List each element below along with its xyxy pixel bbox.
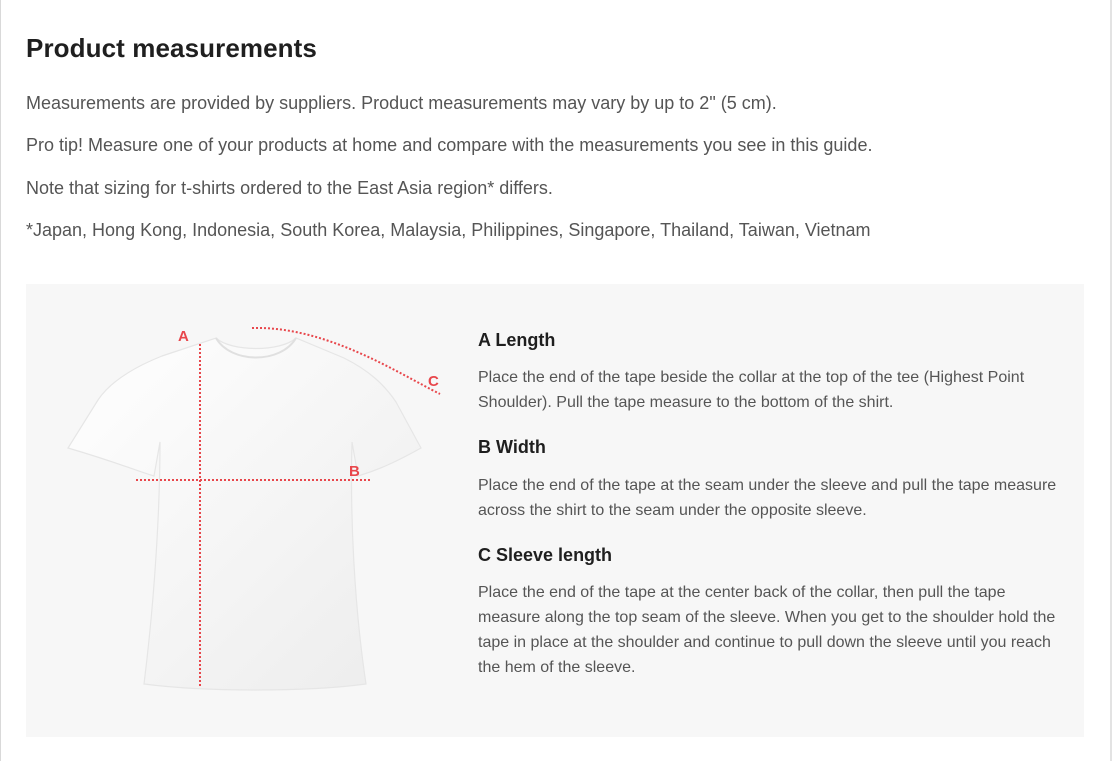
label-c: C [428, 373, 439, 390]
page-title: Product measurements [26, 33, 317, 63]
intro-text-country-list: *Japan, Hong Kong, Indonesia, South Korea, Malaysia, Philippines, Singapore, Thailand, Taiwan, Vietnam [26, 220, 871, 240]
length-heading: A Length [478, 330, 556, 350]
label-a: A [178, 328, 189, 345]
sleeve-length-description: Place the end of the tape at the center back of the collar, then pull the tape measure along the top seam of the sleeve. When you get to the shoulder hold the tape in place at the shoulder and continue to pull down the sleeve until you reach the hem of the sleeve. [478, 584, 1056, 676]
tshirt-diagram-svg [66, 324, 466, 694]
tshirt-shape [68, 338, 421, 690]
measurements-section [26, 30, 1086, 240]
width-heading: B Width [478, 437, 546, 457]
length-description: Place the end of the tape beside the collar at the top of the tee (Highest Point Shoulder). Pull the tape measure to the bottom of the shirt. [478, 369, 1025, 411]
sleeve-length-heading: C Sleeve length [478, 545, 613, 565]
intro-text-east-asia: Note that sizing for t-shirts ordered to the East Asia region* differs. [26, 178, 553, 198]
window-border-left [0, 0, 1, 761]
label-b: B [349, 463, 360, 480]
measurement-guide-panel [26, 284, 1084, 737]
intro-text-pro-tip: Pro tip! Measure one of your products at home and compare with the measurements you see in this guide. [26, 135, 873, 155]
intro-text-suppliers: Measurements are provided by suppliers. Product measurements may vary by up to 2" (5 cm). [26, 93, 777, 113]
tshirt-diagram [66, 324, 466, 694]
width-description: Place the end of the tape at the seam under the sleeve and pull the tape measure across the shirt to the seam under the opposite sleeve. [478, 477, 1057, 519]
